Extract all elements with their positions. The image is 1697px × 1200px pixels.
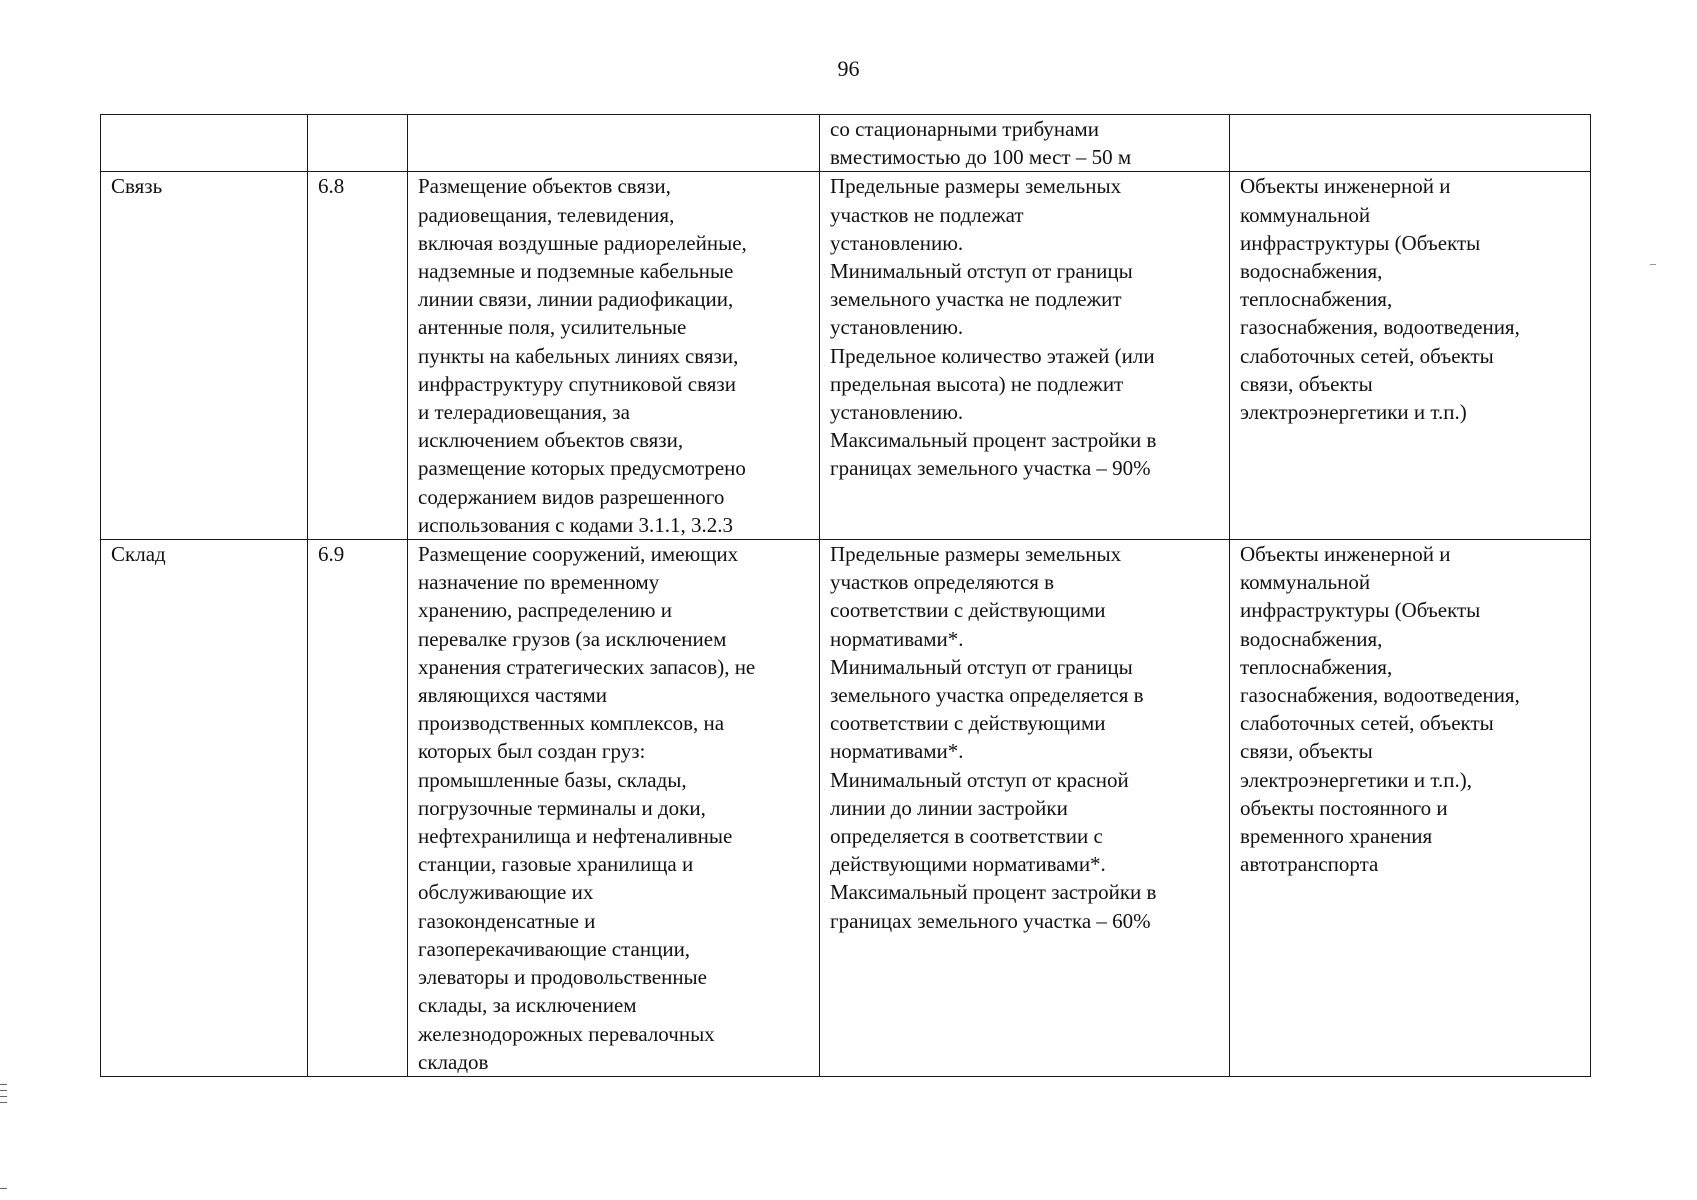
table-row	[101, 540, 1591, 1077]
parameters-cell: Предельные размеры земельных участков не подлежат установлению. Минимальный отступ от границы земельного участка не подлежит установлению. Предельное количество этажей (или предельная высота) не подлежит установлению. Максимальный процент застройки в границах земельного участка – 90%	[820, 172, 1230, 540]
auxiliary-uses-cell: Объекты инженерной и коммунальной инфраструктуры (Объекты водоснабжения, теплоснабжения, газоснабжения, водоотведения, слаботочных сетей, объекты связи, объекты электроэнергетики и т.п.), объекты постоянного и временного хранения автотранспорта	[1230, 540, 1591, 1077]
use-name-cell: Связь	[101, 172, 308, 540]
margin-scan-mark	[0, 1102, 7, 1103]
use-name-cell: Склад	[101, 540, 308, 1077]
use-description-cell	[408, 115, 820, 172]
use-description-cell: Размещение сооружений, имеющих назначение по временному хранению, распределению и перевалке грузов (за исключением хранения стратегических запасов), не являющихся частями производственных комплексов, на которых был создан груз: промышленные базы, склады, погрузочные терминалы и доки, нефтехранилища и нефтеналивные станции, газовые хранилища и обслуживающие их газоконденсатные и газоперекачивающие станции, элеваторы и продовольственные склады, за исключением железнодорожных перевалочных складов	[408, 540, 820, 1077]
use-code-cell: 6.8	[308, 172, 408, 540]
use-name-cell	[101, 115, 308, 172]
use-code-cell: 6.9	[308, 540, 408, 1077]
use-code-cell	[308, 115, 408, 172]
side-scan-mark	[1650, 264, 1656, 265]
margin-scan-mark	[0, 1090, 7, 1091]
table-row	[101, 172, 1591, 540]
auxiliary-uses-cell	[1230, 115, 1591, 172]
land-use-table	[100, 114, 1591, 1077]
page-number: 96	[837, 56, 860, 81]
parameters-cell: Предельные размеры земельных участков определяются в соответствии с действующими нормативами*. Минимальный отступ от границы земельного участка определяется в соответствии с действующими нормативами*. Минимальный отступ от красной линии до линии застройки определяется в соответствии с действующими нормативами*. Максимальный процент застройки в границах земельного участка – 60%	[820, 540, 1230, 1077]
margin-scan-mark	[0, 1084, 7, 1085]
margin-scan-mark	[0, 1096, 7, 1097]
auxiliary-uses-cell: Объекты инженерной и коммунальной инфраструктуры (Объекты водоснабжения, теплоснабжения, газоснабжения, водоотведения, слаботочных сетей, объекты связи, объекты электроэнергетики и т.п.)	[1230, 172, 1591, 540]
parameters-cell: со стационарными трибунами вместимостью до 100 мест – 50 м	[820, 115, 1230, 172]
margin-scan-mark	[0, 1188, 7, 1189]
use-description-cell: Размещение объектов связи, радиовещания, телевидения, включая воздушные радиорелейные, надземные и подземные кабельные линии связи, линии радиофикации, антенные поля, усилительные пункты на кабельных линиях связи, инфраструктуру спутниковой связи и телерадиовещания, за исключением объектов связи, размещение которых предусмотрено содержанием видов разрешенного использования с кодами 3.1.1, 3.2.3	[408, 172, 820, 540]
table-row	[101, 115, 1591, 172]
